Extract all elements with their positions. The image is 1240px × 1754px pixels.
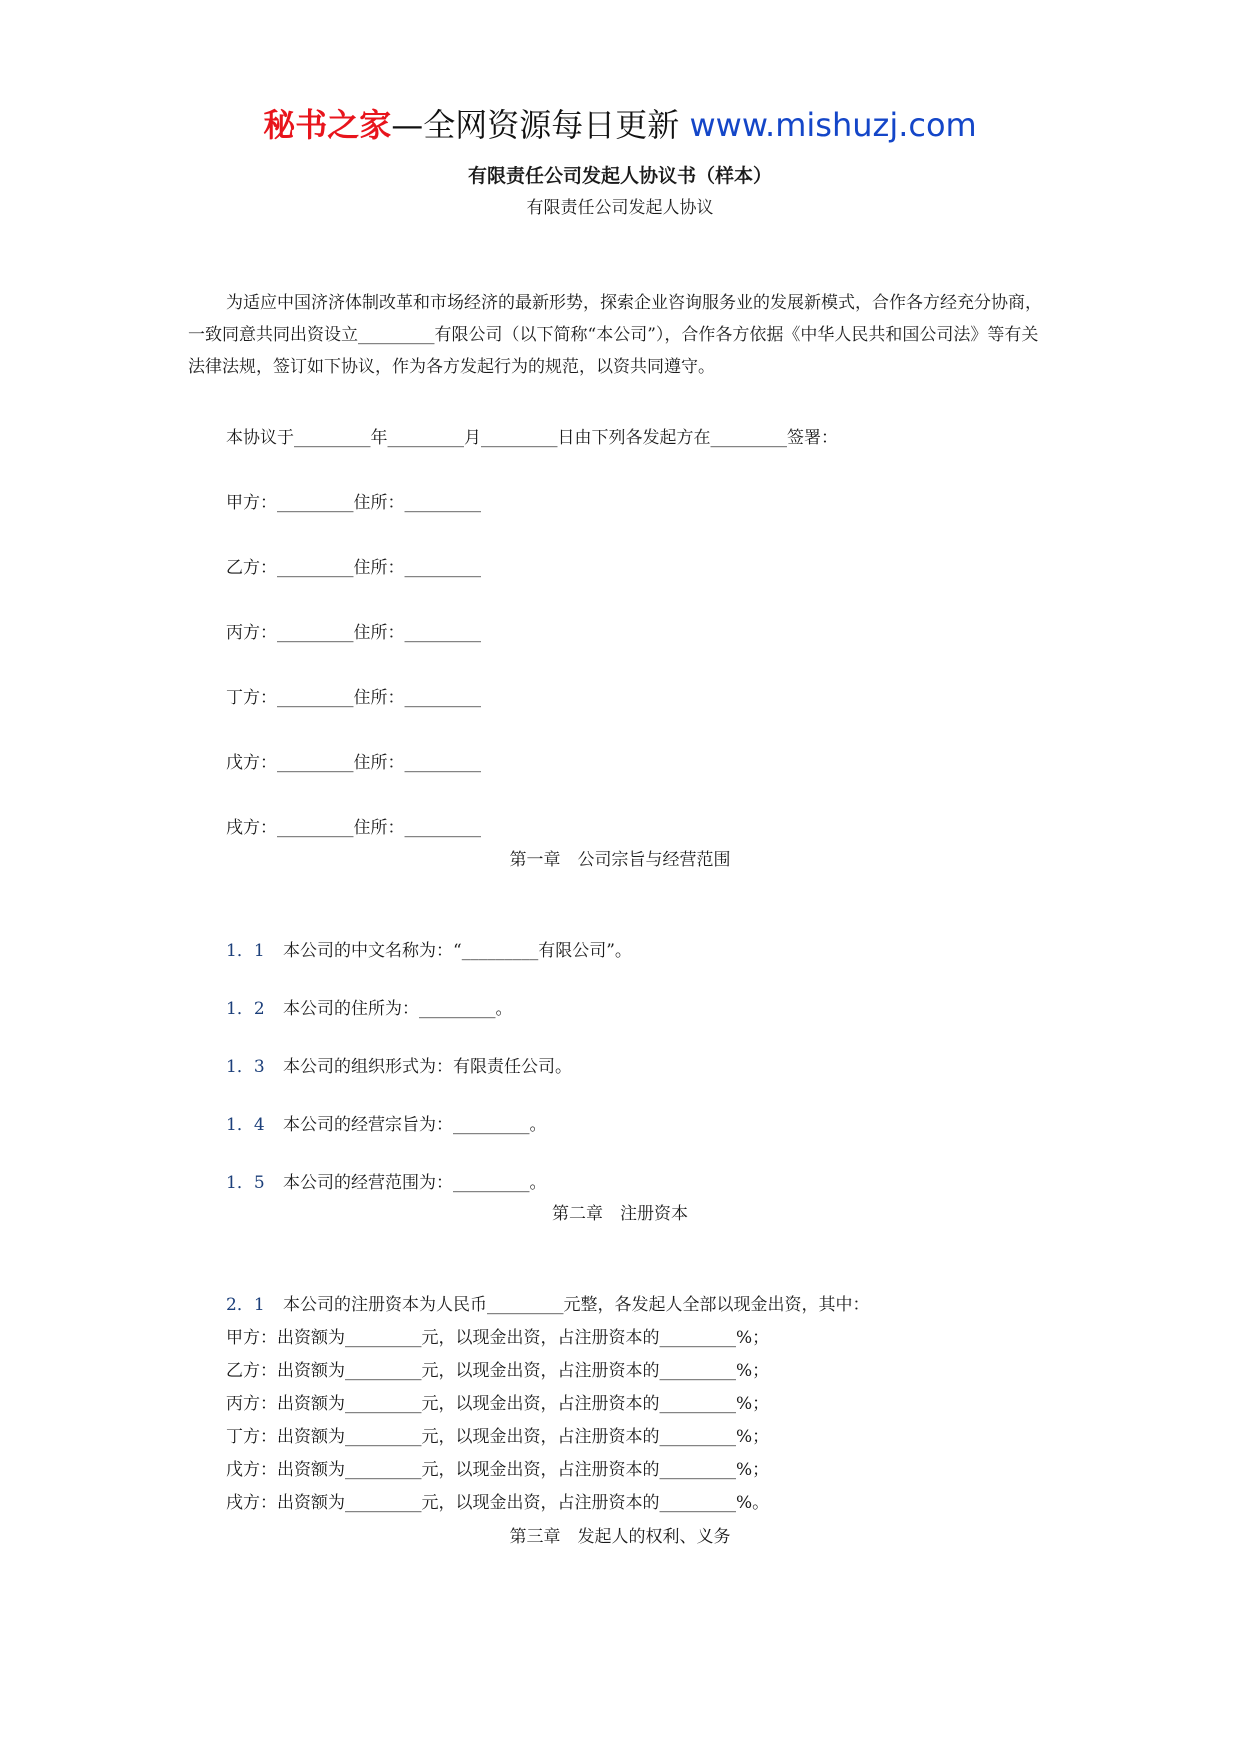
clause <box>226 1052 572 1077</box>
clause <box>226 1110 547 1135</box>
clause-text: 本公司的经营宗旨为：_________。 <box>283 1115 547 1135</box>
chapter-heading: 第二章 注册资本 <box>552 1204 688 1224</box>
clause <box>226 936 632 961</box>
document-title: 有限责任公司发起人协议书（样本） <box>467 165 772 187</box>
clause <box>226 994 513 1019</box>
clause-text: 本公司的组织形式为：有限责任公司。 <box>283 1057 572 1077</box>
party-line: 戊方：_________住所：_________ <box>226 753 481 773</box>
clause <box>226 1290 870 1315</box>
brand-name: 秘书之家 <box>263 106 392 144</box>
slogan: —全网资源每日更新 <box>391 106 690 144</box>
chapter-heading: 第一章 公司宗旨与经营范围 <box>509 850 731 870</box>
clause-text: 本公司的中文名称为：“_________有限公司”。 <box>283 941 632 961</box>
clause-number: 1．3 <box>226 1057 265 1077</box>
contribution-line: 丙方：出资额为_________元，以现金出资，占注册资本的_________%； <box>226 1394 770 1414</box>
site-url[interactable]: www.mishuzj.com <box>689 106 977 144</box>
clause-number: 1．5 <box>226 1173 265 1193</box>
site-header <box>0 100 1240 146</box>
party-line: 丙方：_________住所：_________ <box>226 623 481 643</box>
party-line: 戌方：_________住所：_________ <box>226 818 481 838</box>
contribution-line: 戊方：出资额为_________元，以现金出资，占注册资本的_________%； <box>226 1460 770 1480</box>
clause-text: 本公司的注册资本为人民币_________元整，各发起人全部以现金出资，其中： <box>283 1295 870 1315</box>
party-line: 丁方：_________住所：_________ <box>226 688 481 708</box>
intro-paragraph: 为适应中国济济体制改革和市场经济的最新形势，探索企业咨询服务业的发展新模式，合作各方经充分协商，一致同意共同出资设立_________有限公司（以下简称“本公司”），合作各方依据《中华人民共和国公司法》等有关法律法规，签订如下协议，作为各方发起行为的规范，以资共同遵守。 <box>188 293 1042 377</box>
clause-number: 1．1 <box>226 941 265 961</box>
sign-line: 本协议于_________年_________月_________日由下列各发起方在_________签署： <box>226 428 838 448</box>
clause-text: 本公司的经营范围为：_________。 <box>283 1173 547 1193</box>
clause-number: 1．2 <box>226 999 265 1019</box>
party-line: 乙方：_________住所：_________ <box>226 558 481 578</box>
contribution-line: 乙方：出资额为_________元，以现金出资，占注册资本的_________%； <box>226 1361 770 1381</box>
contribution-line: 戌方：出资额为_________元，以现金出资，占注册资本的_________%。 <box>226 1493 770 1513</box>
contribution-line: 甲方：出资额为_________元，以现金出资，占注册资本的_________%； <box>226 1328 770 1348</box>
clause <box>226 1168 547 1193</box>
chapter-heading: 第三章 发起人的权利、义务 <box>509 1527 731 1547</box>
document-subtitle: 有限责任公司发起人协议 <box>526 198 714 218</box>
clause-text: 本公司的住所为：_________。 <box>283 999 513 1019</box>
party-line: 甲方：_________住所：_________ <box>226 493 481 513</box>
clause-number: 2．1 <box>226 1295 265 1315</box>
contribution-line: 丁方：出资额为_________元，以现金出资，占注册资本的_________%； <box>226 1427 770 1447</box>
clause-number: 1．4 <box>226 1115 265 1135</box>
